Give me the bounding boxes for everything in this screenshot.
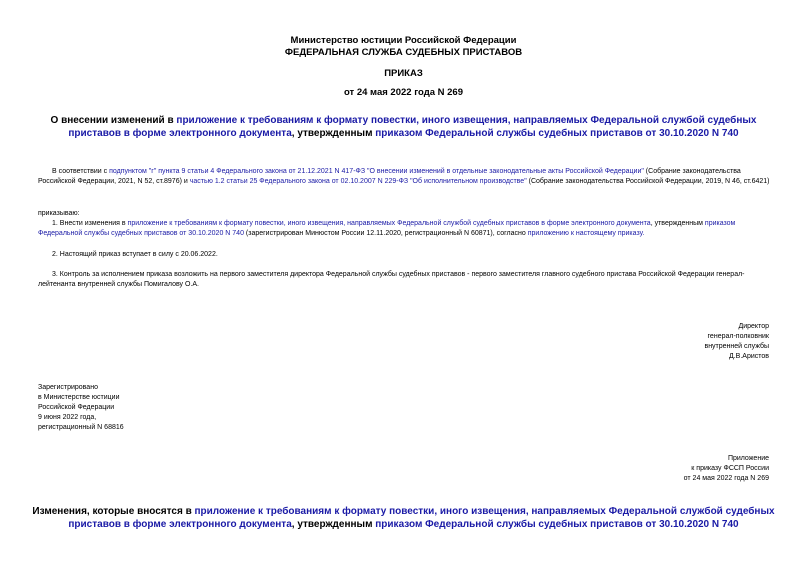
- changes-title-text: Изменения, которые вносятся в: [32, 506, 195, 517]
- item-3-paragraph: 3. Контроль за исполнением приказа возложить на первого заместителя директора Федеральной службы судебных приставов - первого заместителя главного судебного пристава Российской Федерации генерал-лейтенанта внутренней службы Помигалову О.А.: [38, 271, 745, 288]
- changes-title-link-order[interactable]: приказом Федеральной службы судебных приставов от 30.10.2020 N 740: [375, 519, 739, 530]
- item-2-paragraph: 2. Настоящий приказ вступает в силу с 20.06.2022.: [52, 251, 218, 258]
- registration-line: регистрационный N 68816: [38, 424, 124, 431]
- order-title: [28, 114, 779, 140]
- preamble-text: В соответствии с: [52, 168, 110, 175]
- changes-title-text: , утвержденным: [291, 519, 376, 530]
- ministry-heading: Министерство юстиции Российской Федерации: [290, 35, 517, 46]
- preamble-text: (Собрание законодательства Российской Федерации, 2021, N 52, ст.8976) и: [38, 168, 741, 185]
- title-text: , утвержденным: [291, 128, 376, 139]
- title-text: О внесении изменений в: [50, 115, 177, 126]
- appendix-line: от 24 мая 2022 года N 269: [683, 475, 769, 482]
- order-date: от 24 мая 2022 года N 269: [343, 87, 464, 98]
- title-link-appendix[interactable]: приложение к требованиям к формату повестки, иного извещения, направляемых Федеральной службой судебных приставов в форме электронного документа: [68, 115, 757, 139]
- changes-title: [28, 505, 779, 531]
- title-link-order[interactable]: приказом Федеральной службы судебных приставов от 30.10.2020 N 740: [375, 128, 739, 139]
- item-1-text: 1. Внести изменения в: [52, 220, 128, 227]
- item-1-link-order[interactable]: приказом Федеральной службы судебных приставов от 30.10.2020 N 740: [38, 220, 736, 237]
- item-1-text[interactable]: к настоящему приказу.: [568, 230, 645, 237]
- signature-line: генерал-полковник: [707, 333, 769, 340]
- signature-name: Д.В.Аристов: [728, 353, 769, 360]
- changes-title-link-appendix[interactable]: приложение к требованиям к формату повестки, иного извещения, направляемых Федеральной службой судебных приставов в форме электронного документа: [68, 506, 775, 530]
- appendix-line: к приказу ФССП России: [691, 465, 769, 472]
- registration-block: [38, 383, 124, 433]
- item-1-text: , утвержденным: [650, 220, 705, 227]
- preamble-text: (Собрание законодательства Российской Федерации, 2019, N 46, ст.6421): [526, 178, 770, 185]
- preamble-link-229fz[interactable]: частью 1.2 статьи 25 Федерального закона от 02.10.2007 N 229-ФЗ "Об исполнительном производстве": [189, 178, 527, 185]
- item-1-text: (зарегистрирован Минюстом России 12.11.2020, регистрационный N 60871), согласно: [243, 230, 528, 237]
- item-1-paragraph: [38, 219, 770, 239]
- item-1-link-appendix[interactable]: приложение к требованиям к формату повестки, иного извещения, направляемых Федеральной службой судебных приставов в форме электронного документа: [127, 220, 651, 227]
- appendix-line: Приложение: [727, 455, 769, 462]
- doc-type-heading: ПРИКАЗ: [384, 68, 423, 79]
- signature-line: Директор: [738, 323, 769, 330]
- registration-line: 9 июня 2022 года,: [38, 414, 97, 421]
- preamble-paragraph: [38, 167, 770, 187]
- service-heading: ФЕДЕРАЛЬНАЯ СЛУЖБА СУДЕБНЫХ ПРИСТАВОВ: [284, 47, 523, 58]
- signature-block: [704, 322, 769, 362]
- appendix-block: [684, 454, 769, 484]
- preamble-link-417fz[interactable]: подпунктом "г" пункта 9 статьи 4 Федерального закона от 21.12.2021 N 417-ФЗ "О внесении изменений в отдельные законодательные акты Российской Федерации": [109, 168, 644, 175]
- registration-line: Зарегистрировано: [38, 384, 98, 391]
- item-1-link-annex[interactable]: приложению: [527, 230, 569, 237]
- signature-line: внутренней службы: [704, 343, 769, 350]
- registration-line: в Министерстве юстиции: [38, 394, 120, 401]
- order-word: приказываю:: [38, 210, 80, 217]
- registration-line: Российской Федерации: [38, 404, 115, 411]
